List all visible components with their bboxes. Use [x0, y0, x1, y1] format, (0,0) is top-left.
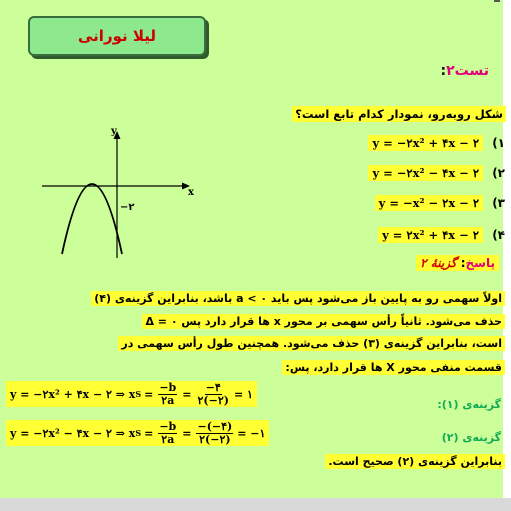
test-label: تست۲ — [446, 63, 489, 79]
calc1-sub: S — [135, 389, 142, 400]
calc1-f1-numerator: −b — [159, 381, 177, 394]
option-2-equation: y = −۲x² − ۴x − ۲ — [368, 165, 483, 181]
answer-title — [416, 255, 499, 271]
answer-colon: : — [460, 256, 466, 270]
calc1-f1-denominator: ۲a — [161, 393, 175, 407]
calc1-eq-2: = — [182, 387, 192, 401]
option-4-equation: y = ۲x² + ۴x − ۲ — [378, 227, 483, 243]
x-axis-label: x — [188, 187, 194, 198]
calc1-eq: = — [144, 387, 154, 401]
parabola-graph — [40, 122, 200, 260]
choice-1-label: گزینه‌ی (۱): — [437, 398, 501, 411]
calc2-fraction-2 — [196, 421, 233, 445]
calc-option-1 — [6, 381, 257, 407]
calc1-f2-denominator: ۲(−۲) — [197, 393, 229, 407]
solution-line-3: است، بنابراین گزینه‌ی (۳) حذف می‌شود. همچنین طول رأس سهمی در — [118, 336, 505, 351]
option-4-number: (۴ — [492, 228, 505, 242]
answer-choice: گزینهٔ ۲ — [420, 256, 457, 270]
test-title — [441, 63, 489, 79]
y-axis-label: y — [111, 126, 117, 137]
option-1-number: (۱ — [492, 136, 505, 150]
calc1-fraction-2 — [196, 382, 229, 406]
solution-line-2: حذف می‌شود. ثانیاً رأس سهمی بر محور x ها قرار دارد پس Δ = ۰ — [142, 314, 505, 329]
conclusion-text: بنابراین گزینه‌ی (۲) صحیح است. — [325, 454, 505, 469]
calc2-eq-2: = — [182, 426, 192, 440]
calc2-lhs: y = −۲x² − ۴x − ۲ ⇒ x — [10, 426, 136, 440]
parabola-curve — [62, 184, 122, 254]
calc2-sub: S — [135, 428, 142, 439]
calc2-fraction-1 — [158, 421, 177, 445]
option-1 — [368, 133, 505, 153]
calc2-eq: = — [144, 426, 154, 440]
question-text: شکل روبه‌رو، نمودار کدام تابع است؟ — [292, 106, 506, 122]
author-name: لیلا نورانی — [78, 27, 156, 45]
calc-option-2 — [6, 420, 269, 446]
calc2-f1-numerator: −b — [159, 420, 177, 433]
calc1-f2-numerator: −۴ — [205, 381, 221, 394]
author-name-box — [28, 16, 206, 56]
option-2 — [368, 163, 505, 183]
calc2-f1-denominator: ۲a — [161, 432, 175, 446]
option-2-number: (۲ — [492, 166, 505, 180]
solution-line-1: اولاً سهمی رو به پایین باز می‌شود پس باید a < ۰ باشد، بنابراین گزینه‌ی (۴) — [91, 291, 505, 306]
calc2-f2-denominator: ۲(−۲) — [199, 432, 231, 446]
option-1-equation: y = −۲x² + ۴x − ۲ — [368, 135, 483, 151]
test-colon: : — [440, 63, 447, 79]
option-3 — [375, 193, 505, 213]
right-margin — [503, 0, 511, 511]
option-4 — [378, 225, 505, 245]
calc1-result: = ۱ — [233, 387, 253, 401]
answer-label: پاسخ — [465, 256, 495, 270]
calc1-lhs: y = −۲x² + ۴x − ۲ ⇒ x — [10, 387, 136, 401]
corner-mark — [494, 0, 500, 2]
calc1-fraction-1 — [158, 382, 177, 406]
calc2-f2-numerator: −(−۴) — [197, 420, 233, 433]
option-3-equation: y = −x² − ۲x − ۲ — [375, 195, 483, 211]
bottom-strip — [0, 498, 511, 511]
y-intercept-label: −۲ — [120, 202, 135, 213]
calc2-result: = −۱ — [237, 426, 266, 440]
solution-line-4: قسمت منفی محور X ها قرار دارد، پس: — [282, 360, 505, 375]
option-3-number: (۳ — [492, 196, 505, 210]
choice-2-label: گزینه‌ی (۲) — [441, 431, 501, 444]
